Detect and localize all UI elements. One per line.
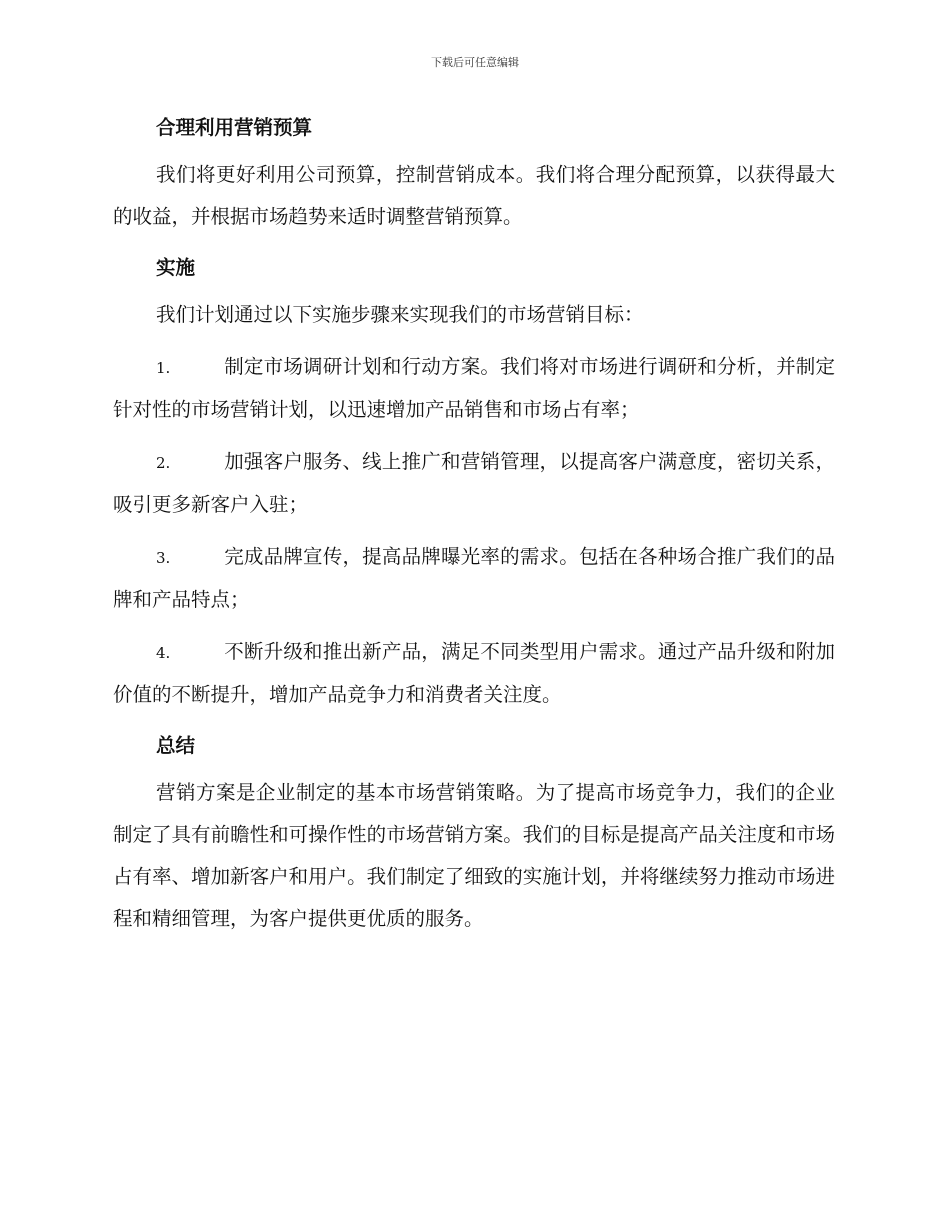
list-item (113, 441, 835, 526)
document-body (113, 108, 835, 950)
page-header-note: 下载后可任意编辑 (431, 56, 519, 69)
list-item (113, 346, 835, 431)
list-item (113, 631, 835, 716)
budget-paragraph: 我们将更好利用公司预算，控制营销成本。我们将合理分配预算，以获得最大的收益，并根据市场趋势来适时调整营销预算。 (113, 163, 835, 228)
list-item-number: 2. (156, 454, 171, 472)
list-item-number: 3. (156, 549, 171, 567)
section-heading-implementation: 实施 (156, 256, 196, 279)
section-heading-summary: 总结 (156, 734, 196, 757)
list-item-number: 4. (156, 644, 171, 662)
list-item-text: 完成品牌宣传，提高品牌曝光率的需求。包括在各种场合推广我们的品牌和产品特点； (113, 545, 835, 611)
section-heading-budget: 合理利用营销预算 (156, 116, 313, 139)
list-item-number: 1. (156, 359, 171, 377)
list-item-text: 制定市场调研计划和行动方案。我们将对市场进行调研和分析，并制定针对性的市场营销计划，以迅速增加产品销售和市场占有率； (113, 355, 835, 421)
summary-paragraph: 营销方案是企业制定的基本市场营销策略。为了提高市场竞争力，我们的企业制定了具有前瞻性和可操作性的市场营销方案。我们的目标是提高产品关注度和市场占有率、增加新客户和用户。我们制定了细致的实施计划，并将继续努力推动市场进程和精细管理，为客户提供更优质的服务。 (113, 781, 835, 930)
list-item (113, 536, 835, 621)
list-item-text: 加强客户服务、线上推广和营销管理，以提高客户满意度，密切关系，吸引更多新客户入驻； (113, 450, 835, 516)
list-item-text: 不断升级和推出新产品，满足不同类型用户需求。通过产品升级和附加价值的不断提升，增加产品竞争力和消费者关注度。 (113, 640, 835, 706)
implementation-intro: 我们计划通过以下实施步骤来实现我们的市场营销目标： (156, 303, 644, 326)
